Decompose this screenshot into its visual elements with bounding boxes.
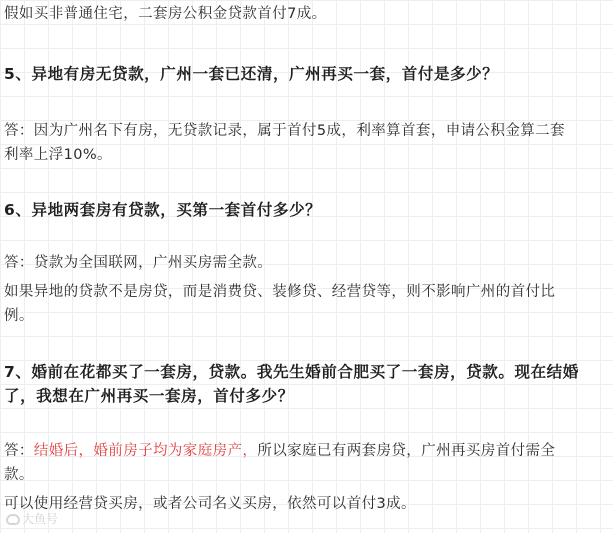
answer-7-line-1 [4, 441, 555, 461]
paragraph-line: 假如买非普通住宅，二套房公积金贷款首付7成。 [4, 6, 327, 22]
question-7-line-2: 了，我想在广州再买一套房，首付多少？ [4, 387, 294, 405]
answer-7-highlight: 结婚后，婚前房子均为家庭房产， [33, 443, 258, 459]
answer-7-suffix: 所以家庭已有两套房贷，广州再买房首付需全 [257, 443, 556, 459]
question-5: 5、异地有房无贷款，广州一套已还清，广州再买一套，首付是多少？ [4, 65, 499, 83]
answer-5-line-2: 利率上浮10%。 [4, 147, 112, 163]
watermark-text: 大鱼号 [22, 512, 59, 526]
answer-5-line-1: 答：因为广州名下有房，无贷款记录，属于首付5成，利率算首套，申请公积金算二套 [4, 123, 565, 139]
answer-6-line-1: 答：贷款为全国联网，广州买房需全款。 [4, 255, 273, 271]
answer-6-line-3: 例。 [4, 308, 34, 324]
answer-7-line-2: 款。 [4, 467, 34, 483]
watermark-logo-icon [6, 514, 20, 525]
answer-7-prefix: 答： [4, 443, 34, 459]
watermark [6, 511, 58, 527]
answer-6-line-2: 如果异地的贷款不是房贷，而是消费贷、装修贷、经营贷等，则不影响广州的首付比 [4, 284, 556, 300]
question-7-line-1: 7、婚前在花都买了一套房，贷款。我先生婚前合肥买了一套房，贷款。现在结婚 [4, 363, 579, 381]
answer-7-line-3: 可以使用经营贷买房，或者公司名义买房，依然可以首付3成。 [4, 496, 416, 512]
question-6: 6、异地两套房有贷款，买第一套首付多少？ [4, 201, 322, 219]
